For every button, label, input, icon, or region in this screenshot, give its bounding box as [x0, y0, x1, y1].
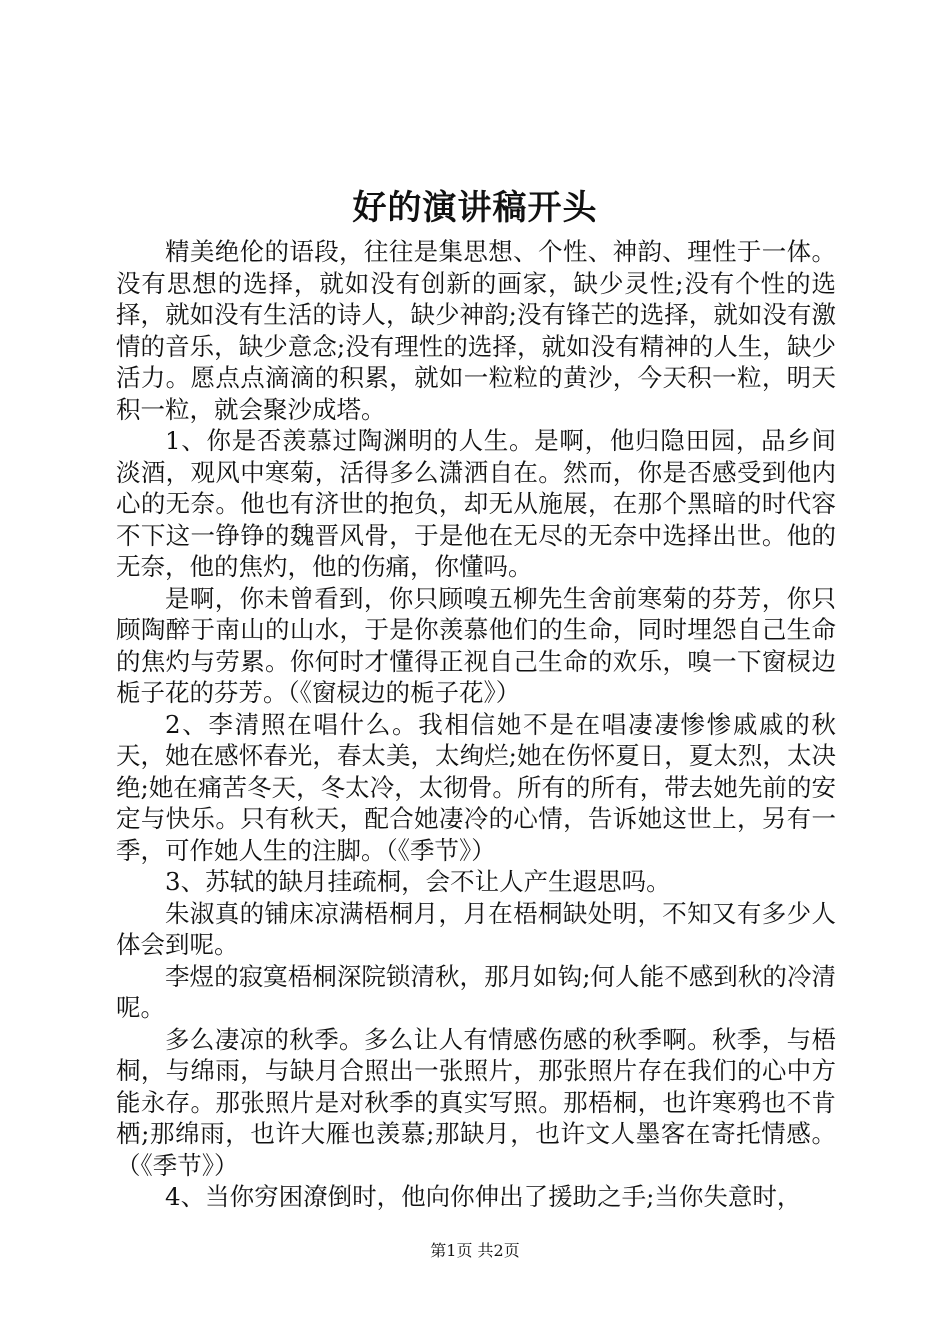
- paragraph-3-zhu: 朱淑真的铺床凉满梧桐月，月在梧桐缺处明，不知又有多少人体会到呢。: [116, 898, 836, 959]
- paragraph-1-continued: 是啊，你未曾看到，你只顾嗅五柳先生舍前寒菊的芬芳，你只顾陶醉于南山的山水，于是你羡慕他们的生命，同时埋怨自己生命的焦灼与劳累。你何时才懂得正视自己生命的欢乐，嗅一下窗棂边栀子花的芬芳。（《窗棂边的栀子花》）: [116, 583, 836, 707]
- page-footer: 第1页 共2页: [430, 1241, 520, 1260]
- paragraph-3-li: 李煜的寂寞梧桐深院锁清秋，那月如钩;何人能不感到秋的冷清呢。: [116, 961, 836, 1022]
- paragraph-3-autumn: 多么凄凉的秋季。多么让人有情感伤感的秋季啊。秋季，与梧桐，与绵雨，与缺月合照出一张照片，那张照片存在我们的心中方能永存。那张照片是对秋季的真实写照。那梧桐，也许寒鸦也不肯栖;那绵雨，也许大雁也羡慕;那缺月，也许文人墨客在寄托情感。（《季节》）: [116, 1024, 836, 1180]
- paragraph-intro: 精美绝伦的语段，往往是集思想、个性、神韵、理性于一体。没有思想的选择，就如没有创新的画家，缺少灵性;没有个性的选择，就如没有生活的诗人，缺少神韵;没有锋芒的选择，就如没有激情的音乐，缺少意念;没有理性的选择，就如没有精神的人生，缺少活力。愿点点滴滴的积累，就如一粒粒的黄沙，今天积一粒，明天积一粒，就会聚沙成塔。: [116, 237, 836, 424]
- paragraph-3: 3、苏轼的缺月挂疏桐，会不让人产生遐思吗。: [165, 867, 671, 896]
- page-title: 好的演讲稿开头: [352, 188, 598, 228]
- document-body: [116, 236, 836, 1213]
- paragraph-4: 4、当你穷困潦倒时，他向你伸出了援助之手;当你失意时，: [165, 1182, 802, 1211]
- paragraph-1: 1、你是否羡慕过陶渊明的人生。是啊，他归隐田园，品乡间淡酒，观风中寒菊，活得多么潇洒自在。然而，你是否感受到他内心的无奈。他也有济世的抱负，却无从施展，在那个黑暗的时代容不下这一铮铮的魏晋风骨，于是他在无尽的无奈中选择出世。他的无奈，他的焦灼，他的伤痛，你懂吗。: [116, 426, 836, 581]
- paragraph-2: 2、李清照在唱什么。我相信她不是在唱凄凄惨惨戚戚的秋天，她在感怀春光，春太美，太绚烂;她在伤怀夏日，夏太烈，太决绝;她在痛苦冬天，冬太冷，太彻骨。所有的所有，带去她先前的安定与快乐。只有秋天，配合她凄冷的心情，告诉她这世上，另有一季，可作她人生的注脚。（《季节》）: [116, 709, 836, 865]
